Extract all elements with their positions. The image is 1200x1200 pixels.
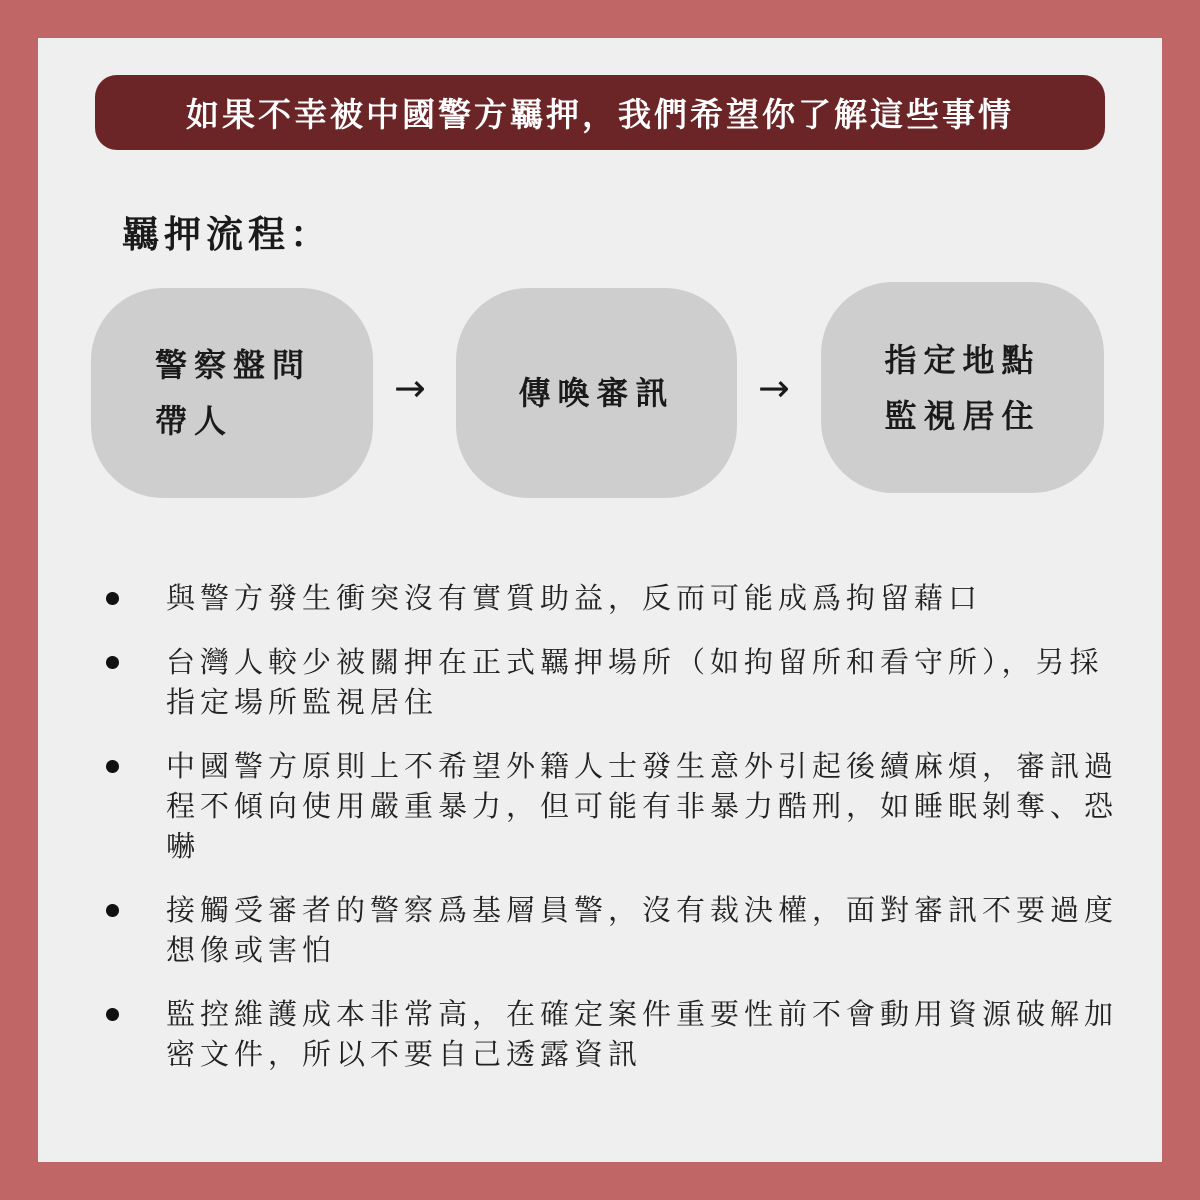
flow-step-1-line-1: 警察盤問 [155,346,312,384]
content-card [38,38,1162,1162]
flow-step-1-line-2: 帶人 [155,402,234,440]
bullet-icon [106,760,119,773]
bullet-icon [106,656,119,669]
flow-step-summons-interrogation [456,288,737,498]
section-title: 羈押流程： [122,213,332,256]
note-text: 監控維護成本非常高，在確定案件重要性前不會動用資源破解加密文件，所以不要自己透露資訊 [166,997,1119,1071]
list-item [98,994,1128,1074]
flow-step-residential-surveillance [821,282,1104,493]
list-item [98,746,1128,866]
flow-arrow-icon: → [394,366,426,410]
bullet-icon [106,592,119,605]
banner-title: 如果不幸被中國警方羈押，我們希望你了解這些事情 [186,95,1014,134]
notes-list [98,578,1128,1098]
flow-step-3-line-1: 指定地點 [884,340,1041,379]
flow-step-police-questioning [91,288,373,498]
note-text: 台灣人較少被關押在正式羈押場所（如拘留所和看守所），另採指定場所監視居住 [166,645,1104,719]
flow-step-3-line-2: 監視居住 [884,396,1041,435]
list-item [98,890,1128,970]
note-text: 中國警方原則上不希望外籍人士發生意外引起後續麻煩，審訊過程不傾向使用嚴重暴力，但可能有非暴力酷刑，如睡眠剝奪、恐嚇 [166,749,1119,863]
bullet-icon [106,1008,119,1021]
flow-step-2-line-1: 傳喚審訊 [518,374,675,412]
note-text: 接觸受審者的警察爲基層員警，沒有裁決權，面對審訊不要過度想像或害怕 [166,893,1119,967]
bullet-icon [106,904,119,917]
flow-arrow-icon: → [758,366,790,410]
header-banner [95,75,1105,150]
list-item [98,578,1128,618]
note-text: 與警方發生衝突沒有實質助益，反而可能成爲拘留藉口 [166,581,983,615]
list-item [98,642,1128,722]
